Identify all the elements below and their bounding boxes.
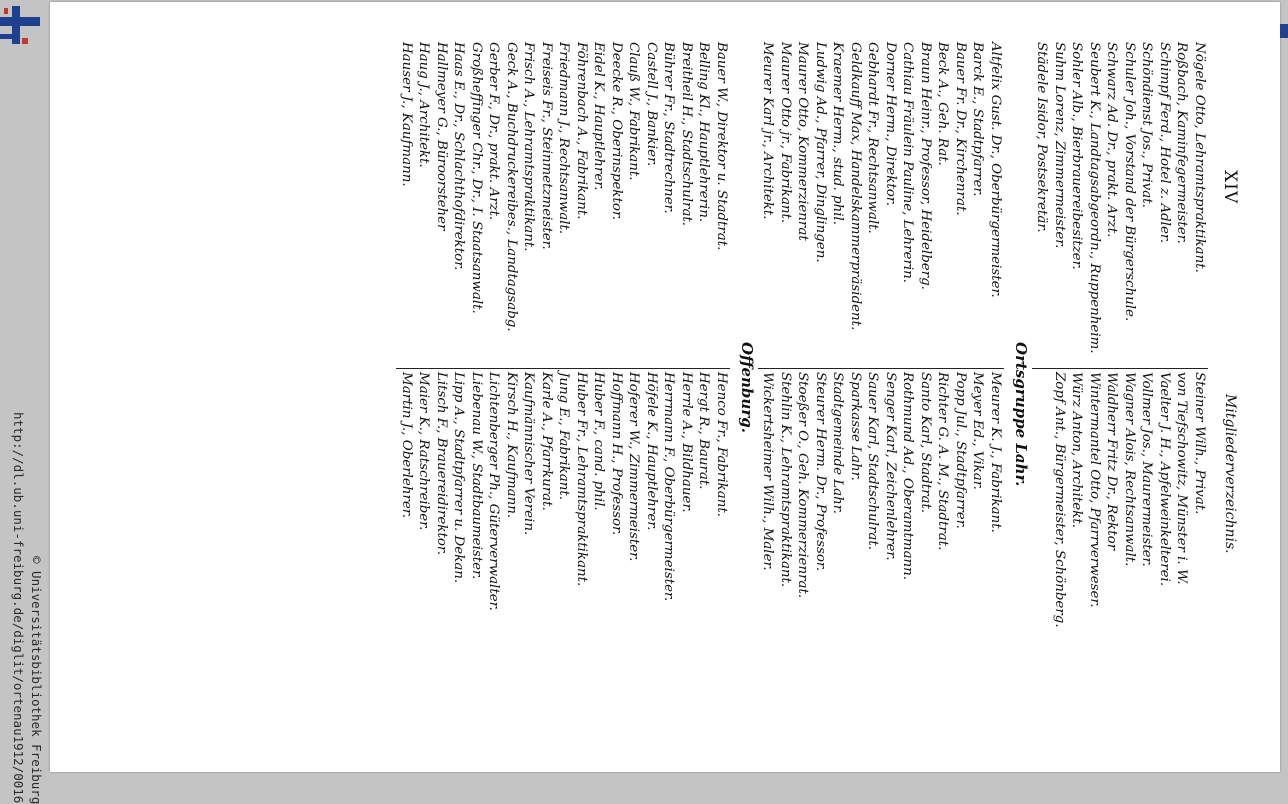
page-number: XIV (1220, 170, 1240, 205)
member-entry: Richter G. A. M., Stadtrat. (935, 372, 951, 551)
member-entry: Suhm Lorenz, Zimmermeister. (1052, 42, 1067, 249)
member-entry: Geldkauff Max, Handelskammerpräsident. (848, 42, 863, 331)
member-entry: Wickertsheimer Wilh., Maler. (760, 372, 776, 571)
member-entry: Gebhardt Fr., Rechtsanwalt. (865, 42, 881, 234)
member-entry: Liebenau W., Stadtbaumeister. (469, 372, 484, 580)
member-entry: Santo Karl, Stadtrat. (918, 372, 933, 514)
member-entry: Belling Kl., Hauptlehrerin. (696, 42, 712, 223)
section-heading-offenburg: Offenburg. (738, 342, 756, 433)
member-entry: Steurer Herm. Dr., Professor. (813, 372, 828, 572)
member-entry: Städele Isidor, Postsekretär. (1034, 42, 1050, 233)
member-entry: Sauer Karl, Stadtschulrat. (865, 372, 881, 550)
member-entry: Senger Karl, Zeichenlehrer. (883, 372, 898, 561)
member-entry: Castell J., Bankier. (644, 42, 659, 167)
member-entry: Altfelix Gust. Dr., Oberbürgermeister. (988, 42, 1003, 298)
member-entry: Geck A., Buchdruckereibes., Landtagsabg. (504, 42, 519, 332)
member-entry: Stoeßer O., Geh. Kommerzienrat. (795, 372, 811, 599)
member-entry: Litsch F., Brauereidirektor. (434, 372, 449, 556)
member-entry: Hauser J., Kaufmann. (399, 42, 414, 187)
member-entry: Nögele Otto, Lehramtspraktikant. (1192, 42, 1207, 273)
member-entry: Maurer Otto jr., Fabrikant. (778, 42, 793, 224)
member-entry: Bauer W., Direktor u. Stadtrat. (714, 42, 729, 251)
member-entry: Beck A., Geh. Rat. (935, 42, 951, 166)
member-entry: Meyer Ed., Vikar. (970, 372, 986, 490)
member-entry: Stadtgemeinde Lahr. (830, 372, 846, 514)
member-entry: Wagner Alois, Rechtsanwalt. (1122, 372, 1137, 567)
member-entry: Karle A., Pfarrkurat. (539, 372, 554, 511)
member-entry: Bührer Fr., Stadtrechner. (661, 42, 677, 214)
running-head: Mitgliederverzeichnis. (1222, 394, 1238, 554)
member-entry: Hoffmann H., Professor. (609, 372, 624, 536)
member-entry: Huber F., cand. phil. (591, 372, 607, 511)
member-list-section2-right (759, 372, 1004, 598)
member-entry: Meurer K. J., Fabrikant. (988, 372, 1003, 533)
member-entry: von Tiefschowitz, Münster i. W. (1174, 372, 1190, 585)
member-entry: Gerber F., Dr., prakt. Arzt. (486, 42, 502, 221)
member-entry: Großheffinger Chr., Dr., I. Staatsanwalt. (469, 42, 484, 314)
member-list-section2-left (759, 42, 1004, 330)
member-entry: Haug J., Architekt. (416, 42, 432, 168)
member-entry: Höfele K., Hauptlehrer. (644, 372, 659, 531)
member-entry: Kraemer Herm., stud. phil. (830, 42, 846, 226)
member-list-section1-left (1033, 42, 1208, 354)
copyright-notice: © Universitätsbibliothek Freiburg (29, 556, 44, 804)
section-heading-lahr: Ortsgruppe Lahr. (1012, 342, 1030, 487)
member-entry: Sohler Alb., Bierbrauereibesitzer. (1069, 42, 1085, 270)
member-entry: Schuler Joh., Vorstand der Bürgerschule. (1122, 42, 1137, 322)
column-divider (758, 368, 1004, 369)
member-entry: Cathiau Fräulein Pauline, Lehrerin. (900, 42, 916, 284)
member-entry: Hoferer W., Zimmermeister. (626, 372, 642, 562)
source-url[interactable]: http://dl.ub.uni-freiburg.de/diglit/ortenau1912/0016 (11, 412, 26, 804)
member-entry: Hergt R., Baurat. (696, 372, 712, 490)
member-entry: Clauß W., Fabrikant. (626, 42, 642, 181)
member-entry: Seubert K., Landtagsabgeordn., Ruppenheim. (1087, 42, 1102, 354)
member-entry: Deecke R., Oberinspektor. (609, 42, 624, 221)
member-entry: Freiseis Fr., Steinmetzmeister. (539, 42, 554, 250)
member-entry: Maier K., Ratschreiber. (416, 372, 432, 531)
member-entry: Waldherr Fritz Dr., Rektor (1104, 372, 1120, 551)
member-entry: Braun Heinr., Professor, Heidelberg. (918, 42, 933, 290)
member-entry: Herrle A., Bildhauer. (679, 372, 694, 513)
member-entry: Föhrenbach A., Fabrikant. (574, 42, 589, 220)
column-divider (1032, 368, 1208, 369)
member-entry: Friedmann J., Rechtsanwalt. (556, 42, 572, 235)
member-entry: Eidel K., Hauptlehrer. (591, 42, 607, 191)
member-entry: Haas E., Dr., Schlachthofdirektor. (451, 42, 467, 271)
member-entry: Würz Anton, Architekt. (1069, 372, 1085, 528)
member-entry: Schimpf Ferd., Hotel z. Adler. (1157, 42, 1172, 244)
scanned-page (50, 2, 1280, 772)
source-credit (0, 0, 48, 804)
member-entry: Sparkasse Lahr. (848, 372, 863, 481)
member-entry: Wintermantel Otto, Pfarrverweser. (1087, 372, 1102, 608)
member-entry: Breitheil H., Stadtschulrat. (679, 42, 694, 227)
member-entry: Dorner Herm., Direktor. (883, 42, 898, 206)
member-entry: Steiner Wilh., Privat. (1192, 372, 1207, 515)
member-entry: Vaelter J. H., Apfelweinkelterei. (1157, 372, 1172, 587)
member-entry: Lichtenberger Ph., Güterverwalter. (486, 372, 502, 611)
member-entry: Lipp A., Stadtpfarrer u. Dekan. (451, 372, 467, 584)
member-list-section3-right (398, 372, 731, 611)
member-entry: Barck E., Stadtpfarrer. (970, 42, 986, 197)
member-entry: Schöndienst Jos., Privat. (1139, 42, 1155, 208)
member-entry: Meurer Karl jr., Architekt. (760, 42, 776, 220)
member-entry: Bauer Fr. Dr., Kirchenrat. (953, 42, 968, 216)
member-entry: Zopf Ant., Bürgermeister, Schönberg. (1052, 372, 1067, 628)
member-entry: Vollmer Jos., Maurermeister. (1139, 372, 1155, 567)
member-entry: Kaufmännischer Verein. (521, 372, 537, 536)
member-list-section3-left (398, 42, 731, 332)
member-entry: Martin J., Oberlehrer. (399, 372, 414, 518)
member-entry: Maurer Otto, Kommerzienrat (795, 42, 811, 241)
member-entry: Frisch A., Lehramtspraktikant. (521, 42, 537, 252)
member-list-section1-right (1051, 372, 1209, 628)
member-entry: Schwarz Ad. Dr., prakt. Arzt. (1104, 42, 1120, 238)
member-entry: Jung E., Fabrikant. (556, 372, 572, 500)
member-entry: Hallmeyer G., Büroorsteher (434, 42, 449, 231)
column-divider (396, 368, 730, 369)
member-entry: Roßbach, Kaminfegermeister. (1174, 42, 1190, 244)
book-page (50, 2, 1280, 772)
member-entry: Kirsch H., Kaufmann. (504, 372, 519, 519)
member-entry: Herrmann F., Oberbürgermeister. (661, 372, 677, 602)
member-entry: Stehlin K., Lehramtspraktikant. (778, 372, 793, 588)
member-entry: Huber Fr., Lehramtspraktikant. (574, 372, 589, 587)
page-content-rotated (50, 2, 1280, 772)
member-entry: Henco Fr., Fabrikant. (714, 372, 729, 518)
member-entry: Popp Jul., Stadtpfarrer. (953, 372, 968, 529)
viewer-edge-marker (1280, 24, 1288, 38)
viewer-sidebar (0, 0, 48, 804)
member-entry: Ludwig Ad., Pfarrer, Dinglingen. (813, 42, 828, 263)
member-entry: Rothmund Ad., Oberamtmann. (900, 372, 916, 581)
